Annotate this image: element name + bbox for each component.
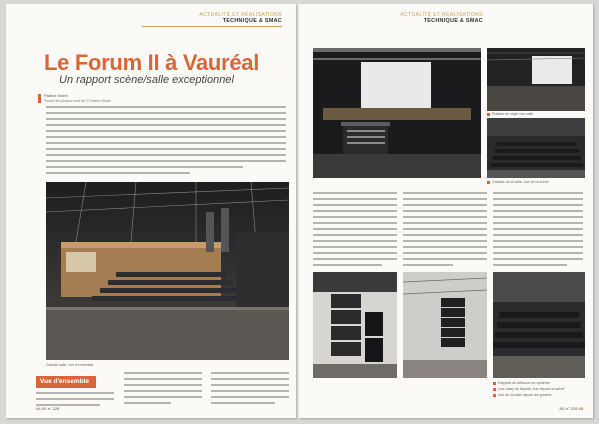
left-folio: 44 AS n° 228 bbox=[36, 406, 60, 411]
right-rubric-subcategory: TECHNIQUE & SMAC bbox=[423, 18, 483, 25]
caption-seating: Gradins de la salle, vue de la scène bbox=[487, 180, 549, 185]
main-photo-caption: Grande salle, vue d'ensemble bbox=[46, 363, 94, 367]
caption-bottom-2: Line array de façade, vue depuis la scène bbox=[493, 387, 565, 392]
speaker-stack-illustration bbox=[313, 272, 397, 378]
left-page bbox=[6, 4, 296, 418]
section-banner: Vue d'ensemble bbox=[36, 376, 96, 388]
article-title: Le Forum II à Vauréal bbox=[44, 50, 260, 75]
right-body-col-3 bbox=[493, 192, 583, 270]
intro-paragraph bbox=[46, 106, 286, 178]
seating-photo bbox=[487, 118, 585, 178]
hall-from-seats-illustration bbox=[493, 272, 585, 378]
byline-author: Patrice Morel bbox=[44, 93, 68, 98]
right-body-col-2 bbox=[403, 192, 487, 270]
rubric-rule bbox=[142, 26, 282, 27]
console-illustration bbox=[313, 48, 481, 178]
stage-view-illustration bbox=[487, 48, 585, 111]
right-body-col-1 bbox=[313, 192, 397, 270]
hall-illustration bbox=[46, 182, 289, 360]
right-section-rubric bbox=[400, 12, 483, 25]
main-hall-photo bbox=[46, 182, 289, 360]
caption-stage-view: Plateau en régie vue salle bbox=[487, 112, 533, 117]
body-col-2 bbox=[124, 372, 202, 408]
seating-illustration bbox=[487, 118, 585, 178]
line-array-photo bbox=[403, 272, 487, 378]
right-folio: AS n° 228 45 bbox=[559, 406, 583, 411]
hall-from-seats-photo bbox=[493, 272, 585, 378]
line-array-illustration bbox=[403, 272, 487, 378]
caption-bottom-1: Rappels de diffusion en système bbox=[493, 381, 550, 386]
section-rubric bbox=[142, 12, 282, 27]
rubric-category: ACTUALITÉ ET RÉALISATIONS bbox=[199, 12, 282, 18]
body-col-3 bbox=[211, 372, 289, 408]
right-rubric-category: ACTUALITÉ ET RÉALISATIONS bbox=[400, 12, 483, 18]
caption-bottom-3: Vue de la salle depuis les gradins bbox=[493, 393, 551, 398]
byline-photo-credit: Toutes les photos sont de © Patrice Morel bbox=[44, 99, 111, 103]
stage-view-photo bbox=[487, 48, 585, 111]
console-photo bbox=[313, 48, 481, 178]
byline-accent-mark bbox=[38, 94, 41, 103]
article-subtitle: Un rapport scène/salle exceptionnel bbox=[59, 74, 234, 86]
speaker-stack-photo bbox=[313, 272, 397, 378]
rubric-subcategory: TECHNIQUE & SMAC bbox=[222, 18, 282, 25]
right-page bbox=[299, 4, 593, 418]
